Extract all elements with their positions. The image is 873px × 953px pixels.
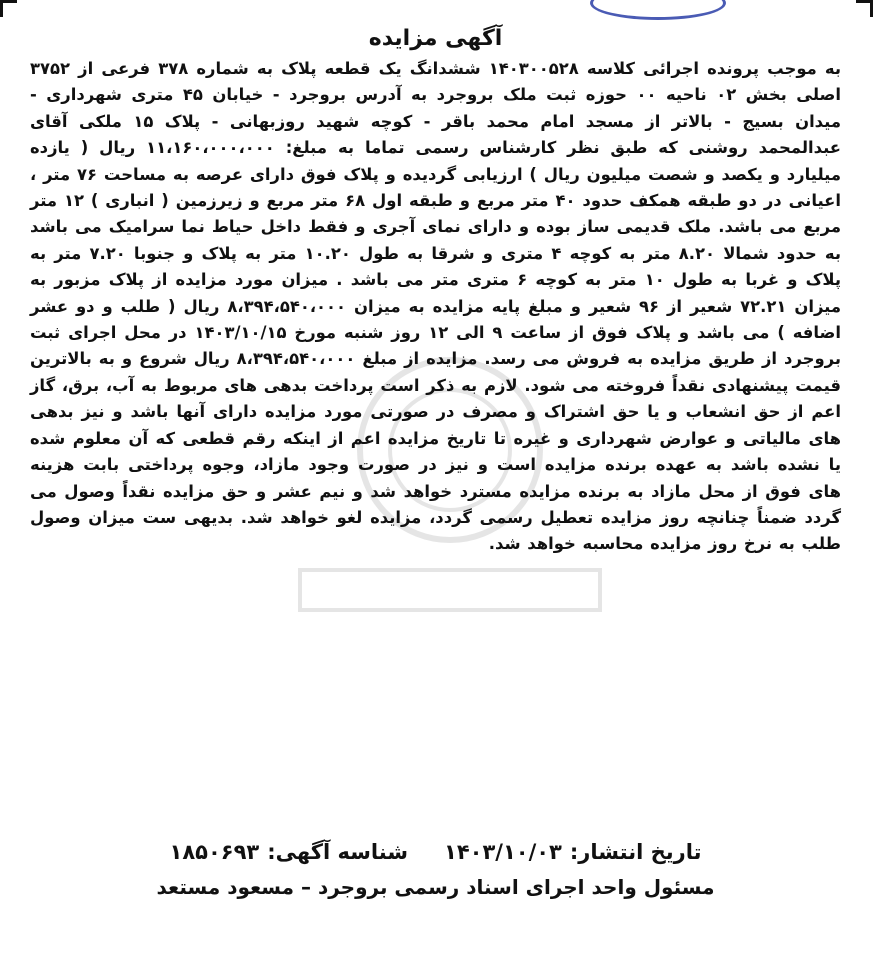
responsible-officer: مسئول واحد اجرای اسناد رسمی بروجرد – مسعود مستعد xyxy=(156,875,715,899)
notice-title: آگهی مزایده xyxy=(368,26,503,51)
publish-date-value: ۱۴۰۳/۱۰/۰۳ xyxy=(444,840,562,864)
notice-footer xyxy=(30,834,841,904)
notice-id-value: ۱۸۵۰۶۹۳ xyxy=(169,840,260,864)
publish-date-label: تاریخ انتشار: xyxy=(569,840,702,864)
auction-notice xyxy=(30,24,841,558)
frame-corner-top-left xyxy=(0,0,17,17)
publish-date xyxy=(444,834,701,870)
notice-id xyxy=(170,834,408,870)
stamp-arc-mark xyxy=(590,0,726,20)
frame-corner-top-right xyxy=(856,0,873,17)
publish-info-line xyxy=(30,834,841,870)
notice-id-label: شناسه آگهی: xyxy=(267,840,408,864)
notice-body: به موجب پرونده اجرائی کلاسه ۱۴۰۳۰۰۵۲۸ ششدانگ یک قطعه پلاک به شماره ۳۷۸ فرعی از ۳۷۵۲ اصلی بخش ۰۲ ناحیه ۰۰ حوزه ثبت ملک بروجرد به آدرس بروجرد - خیابان ۴۵ متری شهرداری - میدان بسیج - بالاتر از مسجد امام محمد باقر - کوچه شهید روزبهانی - پلاک ۱۵ ملکی آقای عبدالمحمد روشنی که طبق نظر کارشناس رسمی تماما به مبلغ: ۱۱،۱۶۰،۰۰۰،۰۰۰ ریال ( یازده میلیارد و یکصد و شصت میلیون ریال ) ارزیابی گردیده و پلاک فوق دارای عرصه به مساحت ۷۶ متر ، اعیانی در دو طبقه همکف حدود ۴۰ متر مربع و طبقه اول ۶۸ متر مربع و زیرزمین ( انباری ) ۱۲ متر مربع می باشد. ملک قدیمی ساز بوده و دارای نمای آجری و فقط داخل حیاط نما سرامیک می باشد به حدود شمالا ۸.۲۰ متر به کوچه ۴ متری و شرقا به طول ۱۰.۲۰ متر به پلاک و جنوبا ۷.۲۰ متر به پلاک و غربا به طول ۱۰ متر به کوچه ۶ متری متر می باشد . میزان مورد مزایده از پلاک مزبور به میزان ۷۲.۲۱ شعیر از ۹۶ شعیر و مبلغ پایه مزایده به میزان ۸،۳۹۴،۵۴۰،۰۰۰ ریال ( طلب و دو عشر اضافه ) می باشد و پلاک فوق از ساعت ۹ الی ۱۲ روز شنبه مورخ ۱۴۰۳/۱۰/۱۵ در محل اجرای ثبت بروجرد از طریق مزایده به فروش می رسد. مزایده از مبلغ ۸،۳۹۴،۵۴۰،۰۰۰ ریال شروع و به بالاترین قیمت پیشنهادی نقداً فروخته می شود. لازم به ذکر است پرداخت بدهی های مربوط به آب، برق، گاز اعم از حق انشعاب و یا حق اشتراک و مصرف در صورتی مورد مزایده دارای آنها باشد و نیز بدهی های مالیاتی و عوارض شهرداری و غیره تا تاریخ مزایده اعم از اینکه رقم قطعی که آن معلوم شده یا نشده باشد به عهده برنده مزایده است و نیز در صورت وجود مازاد، وجوه پرداختی بابت هزینه های فوق از محل مازاد به برنده مزایده مسترد خواهد شد و نیم عشر و حق مزایده نقداً وصول می گردد ضمناً چنانچه روز مزایده تعطیل رسمی گردد، مزایده لغو خواهد شد. بدیهی ست میزان وصول طلب به نرخ روز مزایده محاسبه خواهد شد. xyxy=(30,59,842,554)
